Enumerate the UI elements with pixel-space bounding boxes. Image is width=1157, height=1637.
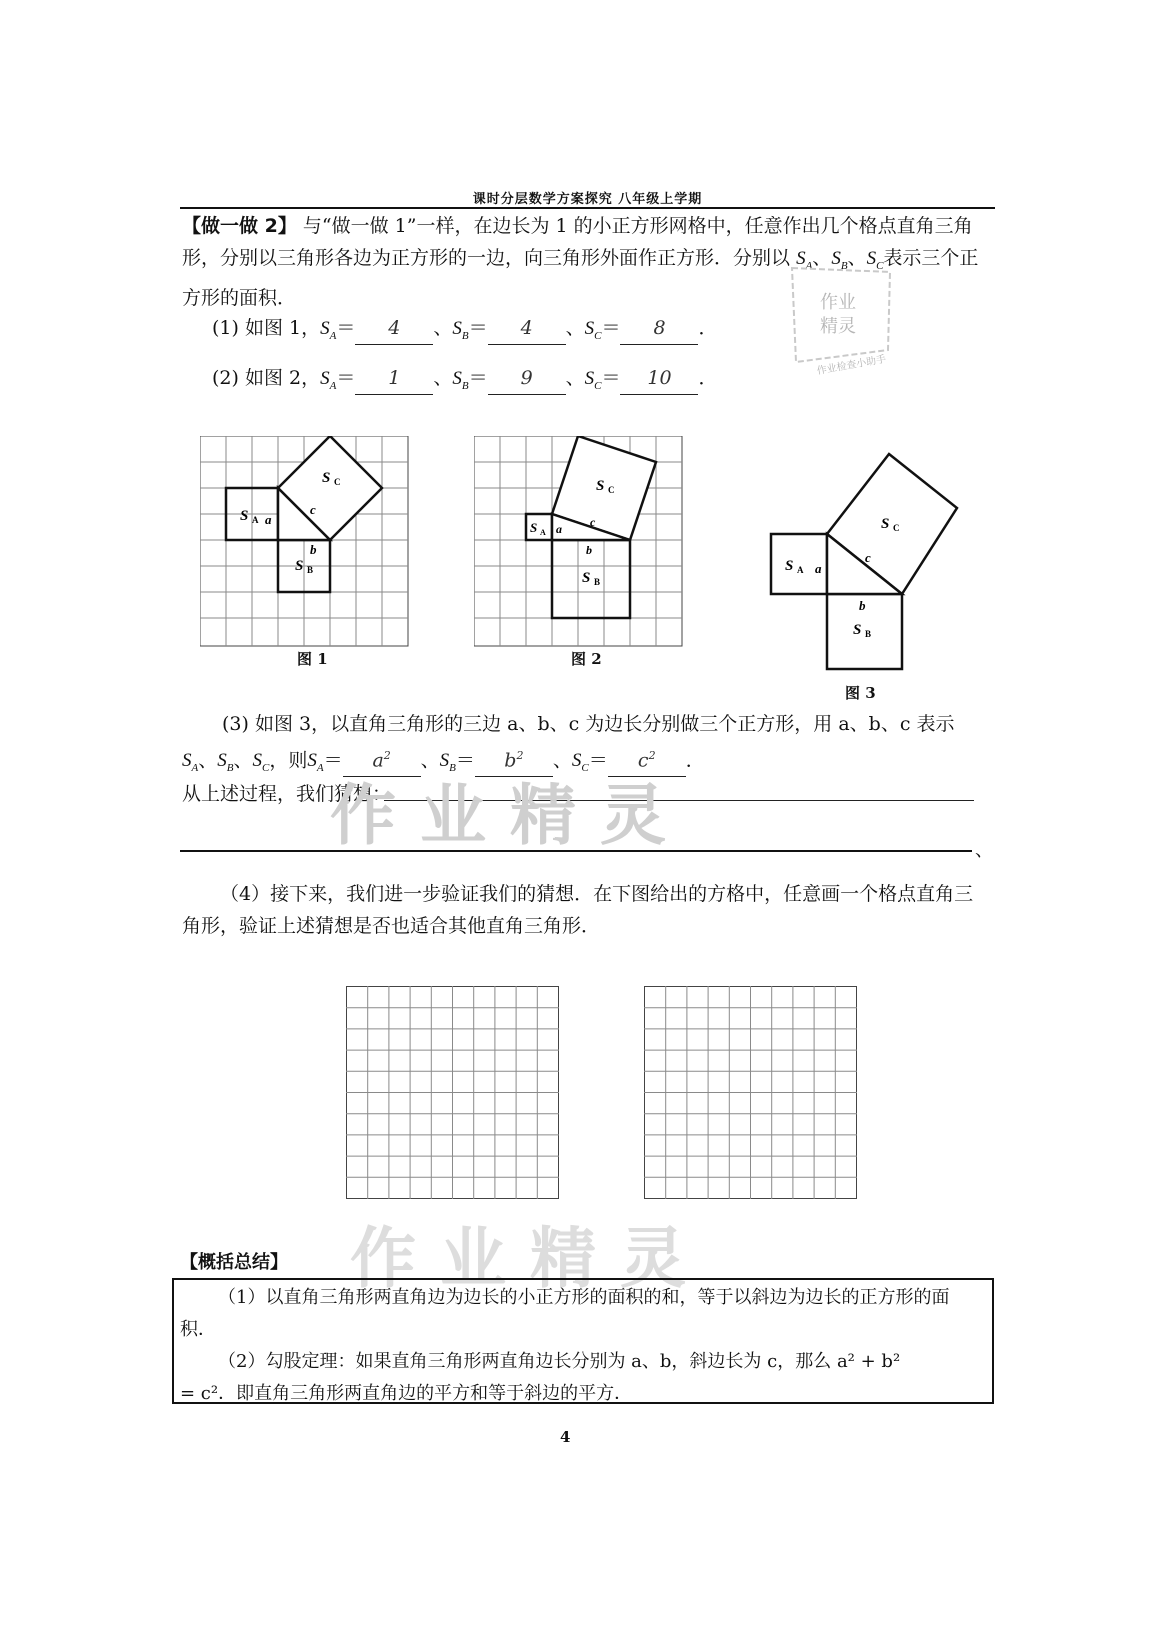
summary-title: 【概括总结】 [180,1252,288,1273]
zuoyizuo-paragraph: 【做一做 2】 与“做一做 1”一样，在边长为 1 的小正方形网格中，任意作出几个格点直角三角形，分别以三角形各边为正方形的一边，向三角形外面作正方形．分别以 $S_A$、$S_B$、$S_C$表示三个正方形的面积． [182,215,979,309]
q1-sb-answer: 4 [488,312,566,345]
fig3-caption: 图 3 [845,684,876,702]
fig3-sb-sub: B [865,629,872,639]
watermark-text-1: 作业精灵 [330,777,690,854]
q3-sa-answer: $a^2$ [343,740,421,777]
page-header: 课时分层数学方案探究 八年级上学期 [472,192,703,207]
summary-item-2b: = c²．即直角三角形两直角边的平方和等于斜边的平方． [180,1383,633,1404]
fig1-sc-label: S [322,470,331,486]
q3-sb-answer: $b^2$ [475,740,553,777]
stamp-line1: 作业 [820,292,856,312]
q2-sa-answer: 1 [355,362,433,395]
fig2-side-b: b [586,543,592,557]
fig3-side-c: c [865,550,871,565]
blank-grid-left[interactable] [346,986,560,1200]
fig2-sa-sub: A [540,528,546,537]
q3-sc-answer: $c^2$ [608,740,686,777]
q3-paragraph: (3) 如图 3，以直角三角形的三边 a、b、c 为边长分别做三个正方形，用 a、b、c 表示 $S_A$、$S_B$、$S_C$，则$S_A= a^2$ 、$S_B= b^2$ 、$S_C= c^2$ ． [182,708,982,784]
q2-sc-answer: 10 [620,362,698,395]
guess-end-comma: 、 [975,840,993,861]
guess-label: 从上述过程，我们猜想： [182,783,392,805]
fig3-side-a: a [815,561,822,576]
fig1-side-a: a [265,512,272,527]
watermark-text-2: 作业精灵 [350,1220,710,1297]
header-rule [180,207,995,209]
fig2-sc-label: S [596,478,605,494]
fig2-sc-sub: C [608,485,615,495]
fig2-sb-sub: B [594,577,601,587]
stamp-line2: 精灵 [820,316,856,336]
figure-1 [200,436,410,648]
q2-line: (2) 如图 2，$S_A= 1$ 、$S_B= 9$ 、$S_C= 10$ ． [212,362,1012,402]
fig2-side-c: c [590,515,596,529]
summary-item-1: （1）以直角三角形两直角边为边长的小正方形的面积的和，等于以斜边为边长的正方形的面积． [180,1287,950,1340]
fig2-sb-label: S [582,570,591,586]
page-number: 4 [560,1428,571,1446]
blank-grid-right[interactable] [644,986,858,1200]
figure-2 [474,436,684,648]
fig3-sc-label: S [881,516,890,532]
q1-sc-answer: 8 [620,312,698,345]
stamp-small: 作业检查小助手 [816,354,887,378]
q1-sa-answer: 4 [355,312,433,345]
zuoyizuo-text-end: 表示三个正方形的面积． [182,247,979,309]
fig3-sa-sub: A [797,565,804,575]
fig1-caption: 图 1 [297,650,328,668]
fig1-side-b: b [310,542,317,557]
q4-paragraph: （4）接下来，我们进一步验证我们的猜想．在下图给出的方格中，任意画一个格点直角三角形，验证上述猜想是否也适合其他直角三角形． [182,883,974,937]
fig1-sb-label: S [295,558,304,574]
fig2-caption: 图 2 [571,650,602,668]
fig1-side-c: c [310,502,316,517]
zuoyizuo-text: 与“做一做 1”一样，在边长为 1 的小正方形网格中，任意作出几个格点直角三角形，分别以三角形各边为正方形的一边，向三角形外面作正方形．分别以 [182,215,973,269]
figure-3 [765,452,975,677]
fig3-side-b: b [859,598,866,613]
q1-line: (1) 如图 1，$S_A= 4$ 、$S_B= 4$ 、$S_C= 8$ ． [212,312,1012,352]
zuoyizuo-tag: 【做一做 2】 [182,215,297,237]
fig3-sc-sub: C [893,523,900,533]
fig3-sa-label: S [785,558,794,574]
fig1-sb-sub: B [307,565,314,575]
summary-item-2a: （2）勾股定理：如果直角三角形两直角边长分别为 a、b，斜边长为 c，那么 a² + b² [218,1351,901,1372]
fig2-side-a: a [556,522,562,536]
q2-sb-answer: 9 [488,362,566,395]
fig1-sa-sub: A [252,515,259,525]
fig2-sa-label: S [530,520,538,535]
fig1-sc-sub: C [334,477,341,487]
fig1-sa-label: S [240,508,249,524]
fig3-sb-label: S [853,622,862,638]
